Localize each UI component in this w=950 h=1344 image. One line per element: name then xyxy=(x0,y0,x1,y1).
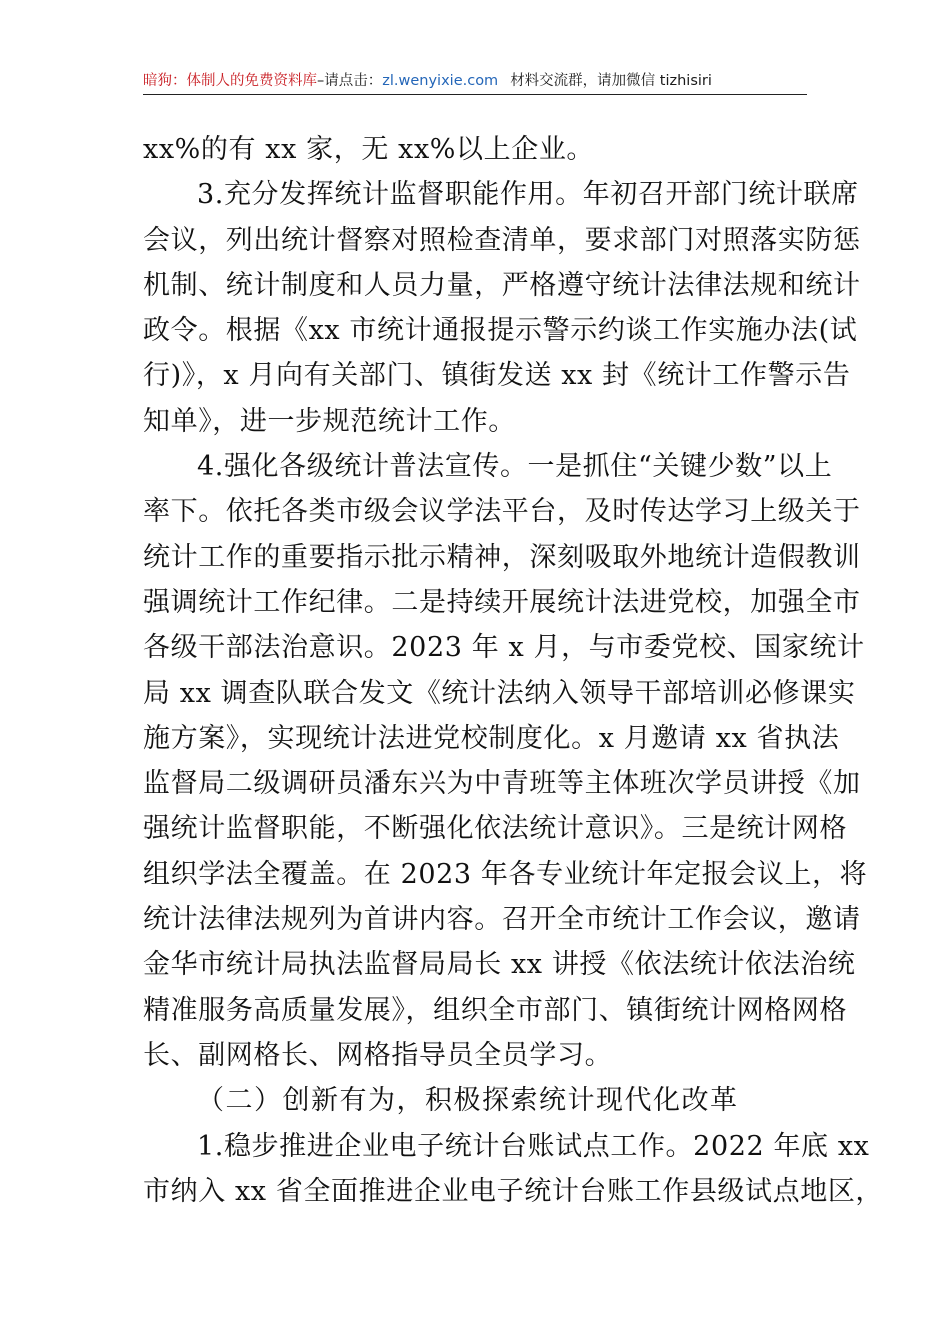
body-line: 强统计监督职能，不断强化依法统计意识》。三是统计网格 xyxy=(143,813,848,845)
watermark-header xyxy=(143,68,807,94)
body-line: 市纳入 xx 省全面推进企业电子统计台账工作县级试点地区， xyxy=(143,1175,884,1207)
body-line: 率下。依托各类市级会议学法平台，及时传达学习上级关于 xyxy=(143,496,861,528)
body-line: 局 xx 调查队联合发文《统计法纳入领导干部培训必修课实 xyxy=(143,677,856,709)
body-line: 会议，列出统计督察对照检查清单，要求部门对照落实防惩 xyxy=(143,224,861,256)
body-line: 4.强化各级统计普法宣传。一是抓住“关键少数”以上 xyxy=(197,451,833,483)
body-line: 3.充分发挥统计监督职能作用。年初召开部门统计联席 xyxy=(197,179,859,211)
body-line: 统计法律法规列为首讲内容。召开全市统计工作会议，邀请 xyxy=(143,904,861,936)
body-line: 政令。根据《xx 市统计通报提示警示约谈工作实施办法(试 xyxy=(143,315,858,347)
body-line: xx%的有 xx 家，无 xx%以上企业。 xyxy=(143,134,595,165)
header-divider xyxy=(143,94,807,95)
body-line: 机制、统计制度和人员力量，严格遵守统计法律法规和统计 xyxy=(143,269,861,301)
section-heading: （二）创新有为，积极探索统计现代化改革 xyxy=(197,1085,739,1117)
body-line: 精准服务高质量发展》，组织全市部门、镇街统计网格网格 xyxy=(143,994,848,1026)
body-line: 统计工作的重要指示批示精神，深刻吸取外地统计造假教训 xyxy=(143,541,861,573)
body-line: 强调统计工作纪律。二是持续开展统计法进党校，加强全市 xyxy=(143,586,861,618)
document-body xyxy=(143,127,884,1214)
header-link-prefix: –请点击： xyxy=(317,73,383,89)
body-line: 长、副网格长、网格指导员全员学习。 xyxy=(143,1039,613,1071)
body-line: 1.稳步推进企业电子统计台账试点工作。2022 年底 xx xyxy=(197,1130,870,1162)
body-line: 各级干部法治意识。2023 年 x 月，与市委党校、国家统计 xyxy=(143,632,865,664)
body-line: 知单》，进一步规范统计工作。 xyxy=(143,405,516,437)
body-line: 组织学法全覆盖。在 2023 年各专业统计年定报会议上，将 xyxy=(143,858,868,890)
body-line: 施方案》，实现统计法进党校制度化。x 月邀请 xx 省执法 xyxy=(143,722,840,754)
body-line: 监督局二级调研员潘东兴为中青班等主体班次学员讲授《加 xyxy=(143,768,861,800)
header-brand[interactable]: 暗狗：体制人的免费资料库 xyxy=(143,73,317,89)
header-group-note: 材料交流群，请加微信 tizhisiri xyxy=(510,73,712,89)
body-line: 行)》，x 月向有关部门、镇街发送 xx 封《统计工作警示告 xyxy=(143,360,851,392)
body-line: 金华市统计局执法监督局局长 xx 讲授《依法统计依法治统 xyxy=(143,949,856,981)
header-url-link[interactable]: zl.wenyixie.com xyxy=(382,73,499,89)
